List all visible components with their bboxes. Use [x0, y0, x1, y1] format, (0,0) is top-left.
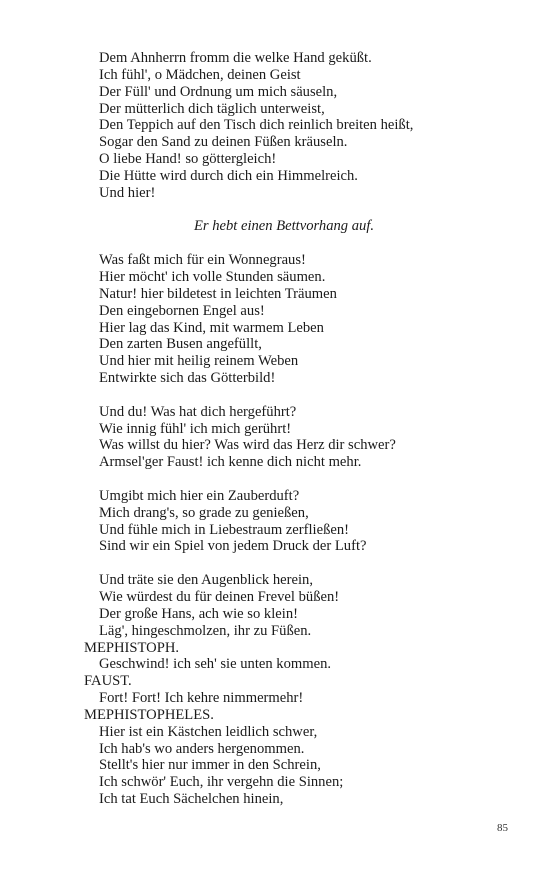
- verse-line: Ich schwör' Euch, ihr vergehn die Sinnen;: [99, 774, 344, 791]
- verse-line: Und hier!: [99, 184, 156, 201]
- verse-line: Der große Hans, ach wie so klein!: [99, 605, 298, 622]
- verse-line: Ich hab's wo anders hergenommen.: [99, 740, 305, 757]
- verse-line: Umgibt mich hier ein Zauberduft?: [99, 487, 300, 504]
- speaker-name: MEPHISTOPHELES.: [84, 706, 214, 723]
- verse-line: Der Füll' und Ordnung um mich säuseln,: [99, 83, 338, 100]
- verse-line: Hier ist ein Kästchen leidlich schwer,: [99, 723, 318, 740]
- stage-direction: Er hebt einen Bettvorhang auf.: [193, 218, 375, 235]
- verse-line: Natur! hier bildetest in leichten Träumen: [99, 285, 337, 302]
- verse-line: Wie würdest du für deinen Frevel büßen!: [99, 589, 340, 605]
- verse-line: Was willst du hier? Was wird das Herz dir schwer?: [99, 437, 396, 454]
- verse-line: Ich fühl', o Mädchen, deinen Geist: [99, 66, 301, 83]
- verse-line: Was faßt mich für ein Wonnegraus!: [99, 252, 306, 269]
- stanza-break: [84, 235, 524, 252]
- verse-line: Fort! Fort! Ich kehre nimmermehr!: [99, 690, 304, 707]
- verse-line: Geschwind! ich seh' sie unten kommen.: [99, 656, 332, 673]
- verse-line: Armsel'ger Faust! ich kenne dich nicht mehr.: [99, 454, 362, 471]
- verse-line: Und träte sie den Augenblick herein,: [99, 572, 313, 589]
- verse-line: Die Hütte wird durch dich ein Himmelreich.: [99, 167, 358, 184]
- stanza-break: [84, 471, 524, 488]
- verse-line: Hier lag das Kind, mit warmem Leben: [99, 319, 324, 336]
- page-number: 85: [497, 822, 508, 834]
- speaker-name: FAUST.: [84, 673, 132, 690]
- verse-line: Entwirkte sich das Götterbild!: [99, 370, 276, 387]
- verse-line: Und hier mit heilig reinem Weben: [99, 353, 299, 370]
- verse-line: Und du! Was hat dich hergeführt?: [99, 403, 297, 420]
- verse-line: Dem Ahnherrn fromm die welke Hand geküßt.: [99, 50, 372, 66]
- verse-line: Der mütterlich dich täglich unterweist,: [99, 100, 325, 117]
- speaker-name: MEPHISTOPH.: [84, 639, 180, 656]
- verse-line: Wie innig fühl' ich mich gerührt!: [99, 420, 292, 437]
- verse-line: Sind wir ein Spiel von jedem Druck der Luft?: [99, 538, 367, 555]
- verse-line: Stellt's hier nur immer in den Schrein,: [99, 757, 321, 774]
- stanza-break: [84, 202, 524, 219]
- verse-line: Und fühle mich in Liebestraum zerfließen!: [99, 521, 350, 538]
- verse-line: Mich drang's, so grade zu genießen,: [99, 504, 309, 521]
- verse-line: O liebe Hand! so göttergleich!: [99, 151, 277, 168]
- verse-line: Hier möcht' ich volle Stunden säumen.: [99, 268, 326, 285]
- verse-line: Sogar den Sand zu deinen Füßen kräuseln.: [99, 134, 348, 151]
- stanza-break: [84, 555, 524, 572]
- stanza-break: [84, 387, 524, 404]
- verse-line: Den Teppich auf den Tisch dich reinlich breiten heißt,: [99, 117, 414, 134]
- verse-line: Ich tat Euch Sächelchen hinein,: [99, 791, 284, 808]
- verse-line: Den eingebornen Engel aus!: [99, 302, 265, 319]
- poem-text: [84, 50, 524, 808]
- verse-line: Läg', hingeschmolzen, ihr zu Füßen.: [99, 622, 312, 639]
- verse-line: Den zarten Busen angefüllt,: [99, 336, 262, 353]
